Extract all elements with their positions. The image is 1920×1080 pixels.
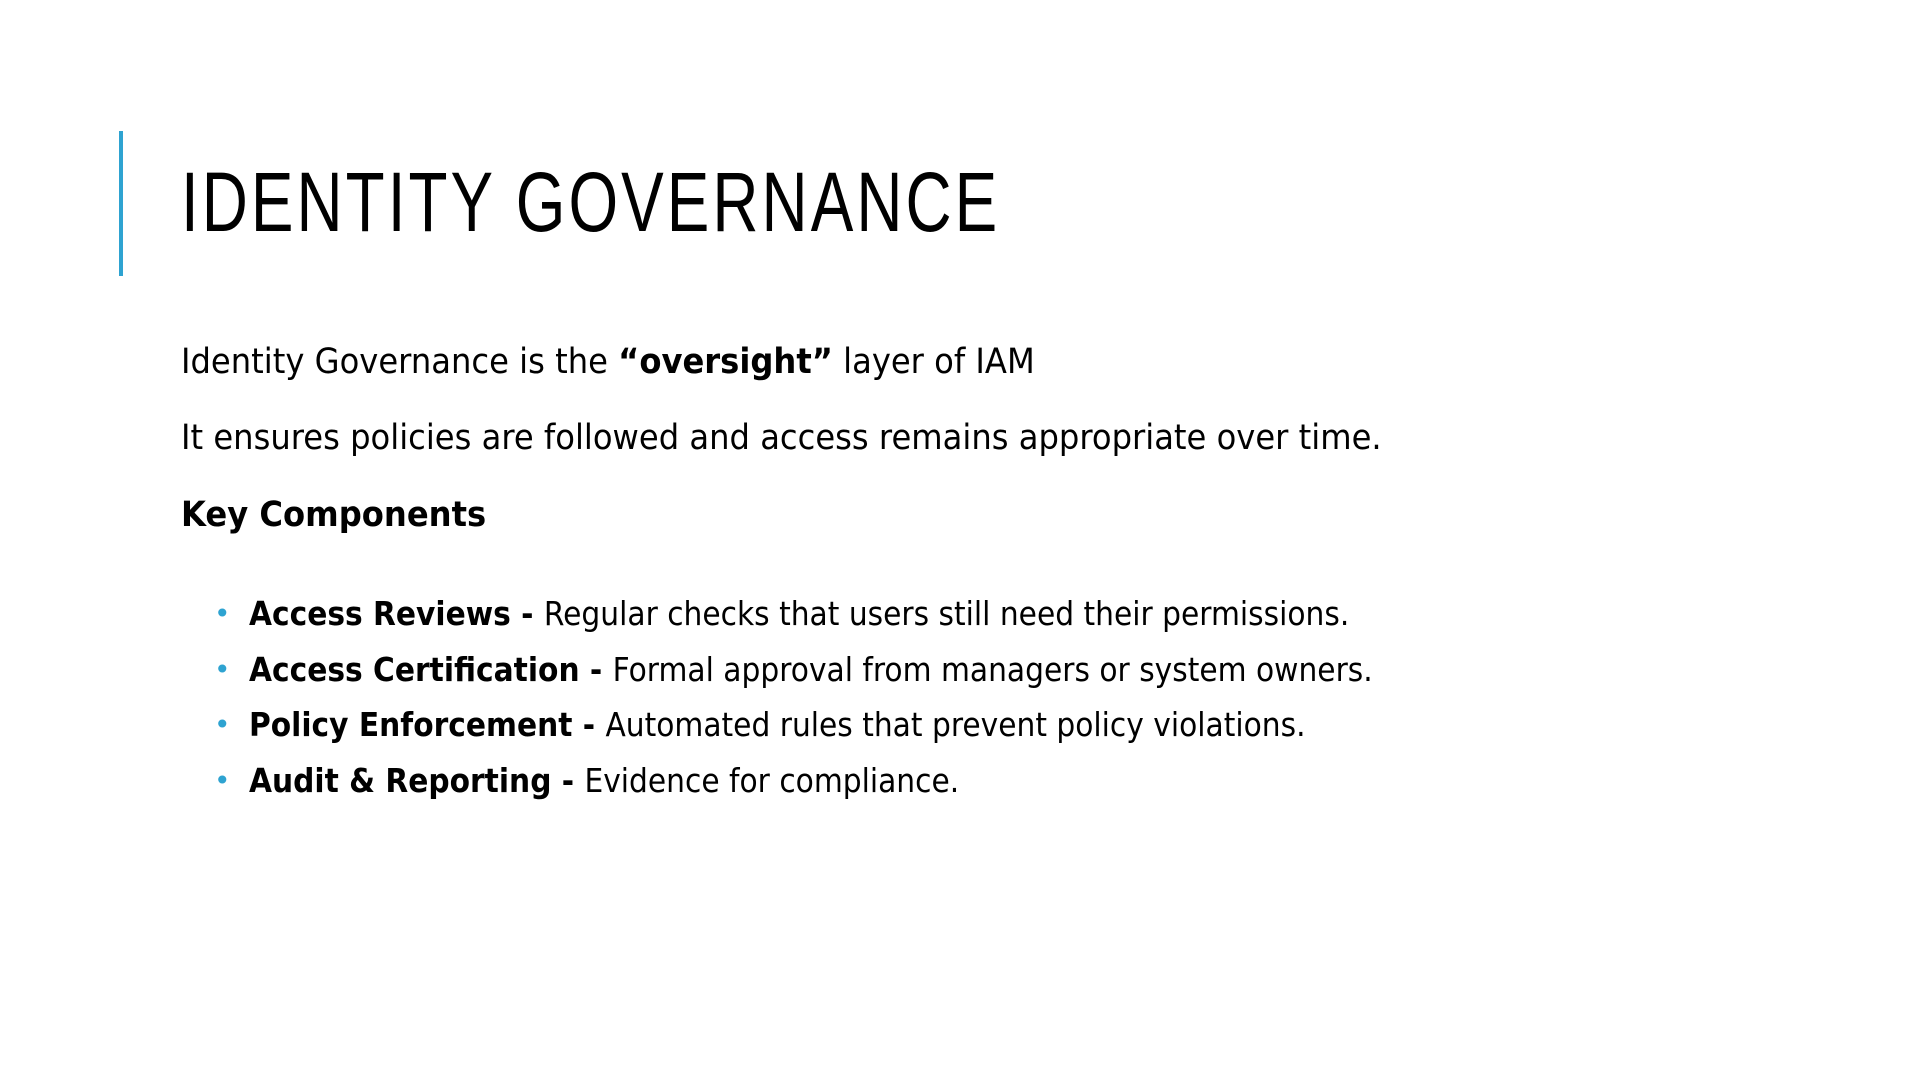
bullet-dot-icon: •: [214, 708, 231, 741]
title-accent-bar: [119, 131, 123, 276]
bullet-description: Evidence for compliance.: [584, 760, 960, 800]
intro-suffix: layer of IAM: [832, 342, 1035, 382]
purpose-line: It ensures policies are followed and access remains appropriate over time.: [181, 418, 1382, 458]
bullet-description: Regular checks that users still need their permissions.: [543, 594, 1350, 633]
bullet-description: Formal approval from managers or system owners.: [612, 649, 1373, 689]
bullet-text: [249, 757, 959, 805]
intro-prefix: Identity Governance is the: [181, 342, 619, 382]
bullet-term: Policy Enforcement -: [249, 705, 606, 744]
bullet-dot-icon: •: [214, 763, 231, 797]
bullet-text: [249, 701, 1306, 749]
bullet-term: Access Reviews -: [249, 594, 544, 633]
intro-line: [181, 340, 1035, 384]
bullet-text: [249, 590, 1349, 638]
bullet-dot-icon: •: [214, 597, 231, 630]
key-components-heading: Key Components: [181, 495, 487, 535]
intro-emphasis: “oversight”: [618, 342, 833, 382]
bullet-term: Access Certification -: [249, 649, 613, 689]
bullet-description: Automated rules that prevent policy violations.: [605, 705, 1306, 744]
bullet-dot-icon: •: [214, 652, 231, 686]
bullet-text: [249, 646, 1373, 694]
slide-title: IDENTITY GOVERNANCE: [181, 155, 1001, 249]
bullet-term: Audit & Reporting -: [249, 760, 585, 800]
